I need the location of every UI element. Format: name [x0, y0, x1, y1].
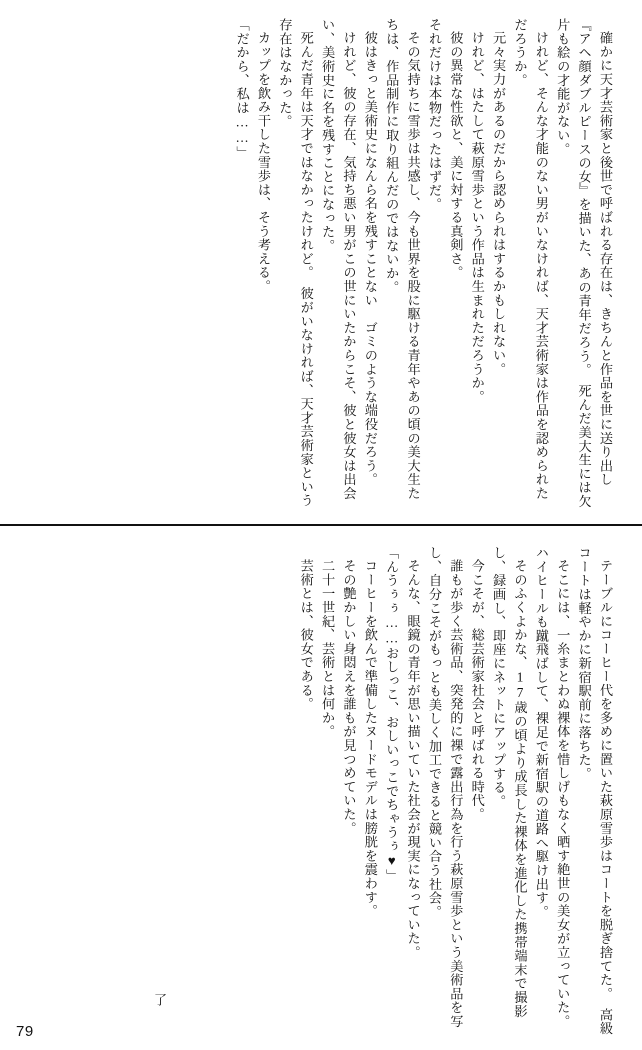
paragraph: 二十一世紀、芸術とは何か。 [320, 559, 336, 739]
page-number: 79 [16, 1023, 34, 1040]
end-mark: 了 [152, 992, 167, 1006]
paragraph: 誰もが歩く芸術品、突発的に裸で露出行為を行う萩原雪歩という美術品を写し、自分こそがもっとも美しく加工できると競い合う社会。 [427, 546, 464, 1029]
paragraph: テーブルにコーヒー代を多めに置いた萩原雪歩はコートを脱ぎ捨てた。 高級コートは軽やかに新宿駅前に落ちた。 [576, 546, 613, 1036]
panel-divider [0, 524, 642, 526]
paragraph: 彼の異常な性欲と、美に対する真剣さ。 [448, 31, 464, 280]
paragraph: そのふくよかな、17歳の頃より成長した裸体を進化した携帯端末で撮影し、録画し、即座にネットにアップする。 [491, 546, 528, 1019]
paragraph: 今こそが、総芸術家社会と呼ばれる時代。 [469, 559, 485, 822]
paragraph: その艶かしい身悶えを誰もが見つめていた。 [341, 559, 357, 836]
paragraph: 死んだ青年は天才ではなかったけれど。 彼がいなければ、天才芸術家という存在はなかった。 [277, 18, 314, 508]
upper-panel-body [26, 18, 616, 513]
paragraph: けれど、彼の存在、気持ち悪い男がこの世にいたからこそ、彼と彼女は出会い、美術史に名を残すことになった。 [320, 18, 357, 501]
dialogue-line: 「だから、私は……」 [234, 18, 250, 160]
paragraph: けれど、はたして萩原雪歩という作品は生まれただろうか。 [469, 31, 485, 404]
upper-text-panel [0, 0, 642, 523]
lower-panel-body [26, 546, 616, 1040]
paragraph: 芸術とは、彼女である。 [298, 559, 314, 711]
paragraph: 彼はきっと美術史になんら名を残すことない ゴミのような端役だろう。 [362, 31, 378, 487]
paragraph: カップを飲み干した雪歩は、そう考える。 [256, 31, 271, 294]
paragraph: その気持ちに雪歩は共感し、今も世界を股に駆ける青年やあの頃の美大生たちは、作品制作に取り組んだのではないか。 [384, 18, 421, 501]
paragraph: そこには、一糸まとわぬ裸体を惜しげもなく晒す絶世の美女が立っていた。 ハイヒールも蹴飛ばして、裸足で新宿駅の道路へ駆け出す。 [533, 546, 571, 1036]
paragraph: 元々実力があるのだから認められはするかもしれない。 [491, 31, 507, 377]
lower-text-panel [0, 528, 642, 1050]
paragraph: コーヒーを飲んで準備したヌードモデルは膀胱を震わす。 [362, 559, 378, 918]
paragraph: そんな、眼鏡の青年が思い描いていた社会が現実になっていた。 [405, 559, 421, 960]
paragraph: 確かに天才芸術家と後世で呼ばれる存在は、きちんと作品を世に送り出し『アヘ顔ダブルピースの女』を描いた、あの青年だろう。 死んだ美大生には欠片も絵の才能がない。 [555, 18, 613, 509]
paragraph: けれど、そんな才能のない男がいなければ、天才芸術家は作品を認められただろうか。 [512, 18, 549, 501]
dialogue-line: 「んうぅぅ……おしっこ、おしいっこでちゃうぅ♥」 [384, 546, 400, 883]
paragraph: それだけは本物だったはずだ。 [427, 18, 442, 212]
